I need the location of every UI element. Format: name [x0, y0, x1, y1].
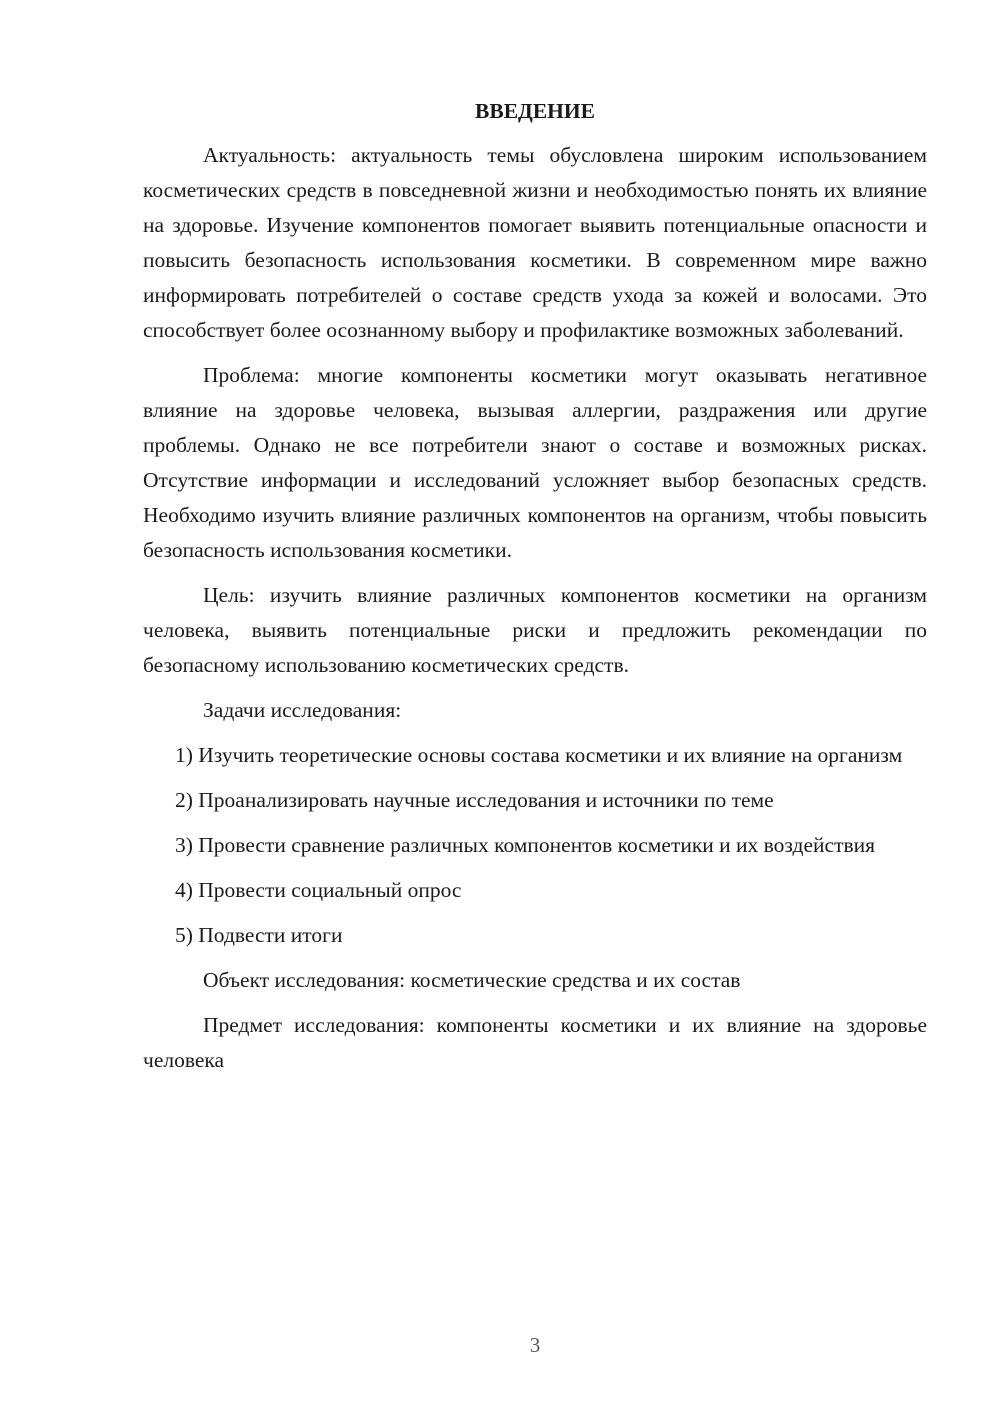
- subject-paragraph: Предмет исследования: компоненты косметики и их влияние на здоровье человека: [143, 1013, 927, 1072]
- task-item: 5) Подвести итоги: [175, 923, 343, 947]
- task-item: 1) Изучить теоретические основы состава косметики и их влияние на организм: [175, 743, 903, 767]
- problem-paragraph: Проблема: многие компоненты косметики могут оказывать негативное влияние на здоровье человека, вызывая аллергии, раздражения или другие проблемы. Однако не все потребители знают о составе и возможных рисках. Отсутствие информации и исследований усложняет выбор безопасных средств. Необходимо изучить влияние различных компонентов на организм, чтобы повысить безопасность использования косметики.: [143, 363, 927, 562]
- goal-paragraph: Цель: изучить влияние различных компонентов косметики на организм человека, выявить потенциальные риски и предложить рекомендации по безопасному использованию косметических средств.: [143, 583, 927, 677]
- object-paragraph: Объект исследования: косметические средства и их состав: [203, 968, 741, 992]
- task-item: 2) Проанализировать научные исследования и источники по теме: [175, 788, 774, 812]
- tasks-heading: Задачи исследования:: [203, 698, 402, 722]
- task-item: 4) Провести социальный опрос: [175, 878, 462, 902]
- task-item: 3) Провести сравнение различных компонентов косметики и их воздействия: [175, 833, 876, 857]
- page-number: 3: [529, 1333, 541, 1357]
- relevance-paragraph: Актуальность: актуальность темы обусловлена широким использованием косметических средств в повседневной жизни и необходимостью понять их влияние на здоровье. Изучение компонентов помогает выявить потенциальные опасности и повысить безопасность использования косметики. В современном мире важно информировать потребителей о составе средств ухода за кожей и волосами. Это способствует более осознанному выбору и профилактике возможных заболеваний.: [143, 143, 927, 342]
- section-title: ВВЕДЕНИЕ: [475, 99, 595, 123]
- document-page: [143, 96, 927, 1088]
